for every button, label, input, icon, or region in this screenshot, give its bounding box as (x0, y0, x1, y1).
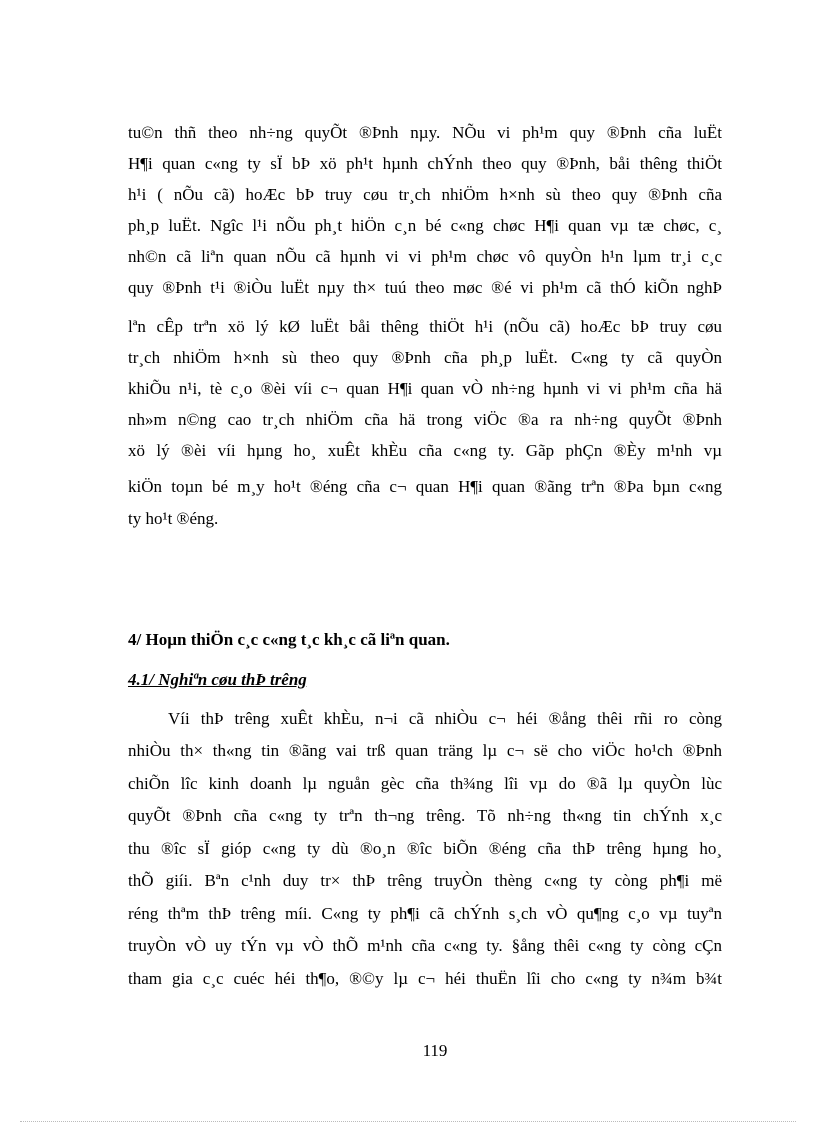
subsection-heading: 4.1/ Nghiªn cøu thÞ trêng (128, 670, 307, 689)
text-line: tu©n thñ theo nh÷ng quyÕt ®Þnh nµy. NÕu vi ph¹m quy ®Þnh cña luËt (128, 123, 722, 142)
text-line: nh»m n©ng cao tr¸ch nhiÖm cña hä trong viÖc ®a ra nh÷ng quyÕt ®Þnh (128, 410, 722, 429)
text-line: chiÕn lîc kinh doanh lµ nguån gèc cña th¾ng lîi vµ do ®ã lµ quyÒn lùc (128, 774, 722, 793)
text-line: H¶i quan c«ng ty sÏ bÞ xö ph¹t hµnh chÝnh theo quy ®Þnh, båi thêng thiÖt (128, 154, 722, 173)
section-heading: 4/ Hoµn thiÖn c¸c c«ng t¸c kh¸c cã liªn quan. (128, 630, 450, 649)
text-line: nhiÒu th× th«ng tin ®ãng vai trß quan träng lµ c¬ së cho viÖc ho¹ch ®Þnh (128, 741, 722, 760)
text-line: tham gia c¸c cuéc héi th¶o, ®©y lµ c¬ héi thuËn lîi cho c«ng ty n¾m b¾t (128, 969, 722, 988)
text-line: truyÒn vÒ uy tÝn vµ vÒ thÕ m¹nh cña c«ng ty. §ång thêi c«ng ty còng cÇn (128, 936, 722, 955)
page-number: 119 (422, 1041, 448, 1060)
text-line: quyÕt ®Þnh cña c«ng ty trªn th¬ng trêng. Tõ nh÷ng th«ng tin chÝnh x¸c (128, 806, 722, 825)
text-line: quy ®Þnh t¹i ®iÒu luËt nµy th× tuú theo møc ®é vi ph¹m cã thÓ kiÕn nghÞ (128, 278, 722, 297)
text-line: khiÕu n¹i, tè c¸o ®èi víi c¬ quan H¶i quan vÒ nh÷ng hµnh vi vi ph¹m cña hä (128, 379, 722, 398)
text-line: réng thªm thÞ trêng míi. C«ng ty ph¶i cã chÝnh s¸ch vÒ qu¶ng c¸o vµ tuyªn (128, 904, 722, 923)
text-line: ty ho¹t ®éng. (128, 509, 219, 528)
text-line: ph¸p luËt. Ngîc l¹i nÕu ph¸t hiÖn c¸n bé c«ng chøc H¶i quan vµ tæ chøc, c¸ (128, 216, 722, 235)
text-line: tr¸ch nhiÖm h×nh sù theo quy ®Þnh cña ph¸p luËt. C«ng ty cã quyÒn (128, 348, 722, 367)
page-bottom-divider (20, 1121, 796, 1122)
text-line: Víi thÞ trêng xuÊt khÈu, n¬i cã nhiÒu c¬ héi ®ång thêi rñi ro còng (168, 709, 722, 728)
text-line: thÕ giíi. Bªn c¹nh duy tr× thÞ trêng truyÒn thèng c«ng ty còng ph¶i më (128, 871, 722, 890)
text-line: thu ®îc sÏ gióp c«ng ty dù ®o¸n ®îc biÕn ®éng cña thÞ trêng hµng ho¸ (128, 839, 722, 858)
text-line: xö lý ®èi víi hµng ho¸ xuÊt khÈu cña c«ng ty. Gãp phÇn ®Èy m¹nh vµ (128, 441, 722, 460)
text-line: lªn cÊp trªn xö lý kØ luËt båi thêng thiÖt h¹i (nÕu cã) hoÆc bÞ truy cøu (128, 317, 722, 336)
text-line: nh©n cã liªn quan nÕu cã hµnh vi vi ph¹m chøc vô quyÒn h¹n lµm tr¸i c¸c (128, 247, 722, 266)
text-line: h¹i ( nÕu cã) hoÆc bÞ truy cøu tr¸ch nhiÖm h×nh sù theo quy ®Þnh cña (128, 185, 722, 204)
text-line: kiÖn toµn bé m¸y ho¹t ®éng cña c¬ quan H¶i quan ®ãng trªn ®Þa bµn c«ng (128, 477, 722, 496)
